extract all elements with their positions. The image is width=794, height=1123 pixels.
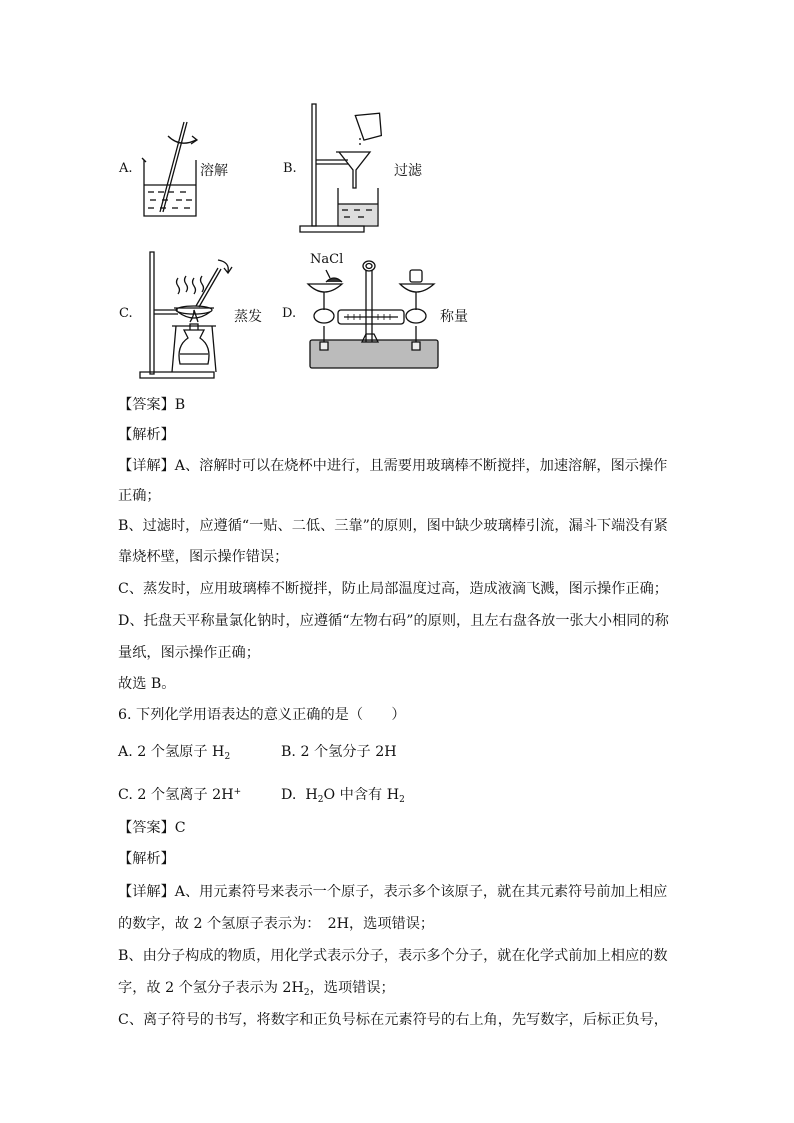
q5-analysis-line: 正确； xyxy=(118,488,161,504)
q6-analysis-line: C、离子符号的书写，将数字和正负号标在元素符号的右上角，先写数字，后标正负号， xyxy=(118,1012,668,1028)
q5-answer: 【答案】B xyxy=(118,397,186,413)
balance-illustration xyxy=(306,256,446,376)
nacl-label: NaCl xyxy=(310,252,344,267)
q5-analysis-line: 【详解】A、溶解时可以在烧杯中进行，且需要用玻璃棒不断搅拌，加速溶解，图示操作 xyxy=(118,458,668,474)
q6-answer: 【答案】C xyxy=(118,820,186,836)
filtration-illustration xyxy=(296,104,396,234)
q6-analysis-line: B、由分子构成的物质，用化学式表示分子，表示多个分子，就在化学式前加上相应的数 xyxy=(118,948,668,964)
q5-analysis-line: 量纸，图示操作正确； xyxy=(118,645,260,661)
q6-option-a: A. 2 个氢原子 $H_2$ xyxy=(118,744,231,762)
option-c-caption: 蒸发 xyxy=(234,309,262,325)
option-c-letter: C. xyxy=(119,306,133,321)
q5-analysis-line: D、托盘天平称量氯化钠时，应遵循“左物右码”的原则，且左右盘各放一张大小相同的称 xyxy=(118,613,669,629)
q5-analysis-heading: 【解析】 xyxy=(118,427,175,443)
option-a-letter: A. xyxy=(119,161,133,176)
option-d-caption: 称量 xyxy=(440,309,468,325)
q5-analysis-line: B、过滤时，应遵循“一贴、二低、三靠”的原则，图中缺少玻璃棒引流，漏斗下端没有紧 xyxy=(118,518,668,534)
option-a-caption: 溶解 xyxy=(200,163,228,179)
q6-analysis-line: 的数字，故 2 个氢原子表示为： 2H，选项错误； xyxy=(118,916,435,932)
option-b-caption: 过滤 xyxy=(394,163,422,179)
q6-option-b: B. 2 个氢分子 2H xyxy=(281,744,397,760)
option-d-letter: D. xyxy=(282,306,297,321)
q5-analysis-line: 故选 B。 xyxy=(118,676,176,692)
q6-analysis-heading: 【解析】 xyxy=(118,851,175,867)
q6-analysis-line: 字，故 2 个氢分子表示为 $2H_2$，选项错误； xyxy=(118,980,395,998)
q6-stem: 6. 下列化学用语表达的意义正确的是（ ） xyxy=(118,707,406,723)
q6-analysis-line: 【详解】A、用元素符号来表示一个原子，表示多个该原子，就在其元素符号前加上相应 xyxy=(118,884,668,900)
q5-analysis-line: C、蒸发时，应用玻璃棒不断搅拌，防止局部温度过高，造成液滴飞溅，图示操作正确； xyxy=(118,581,668,597)
q6-option-d: D. $H_2O$ 中含有 $H_2$ xyxy=(281,787,405,805)
evaporation-illustration xyxy=(138,250,248,380)
q6-option-c: C. 2 个氢离子 2H+ xyxy=(118,787,242,803)
q5-analysis-line: 靠烧杯壁，图示操作错误； xyxy=(118,549,289,565)
option-b-letter: B. xyxy=(283,161,297,176)
